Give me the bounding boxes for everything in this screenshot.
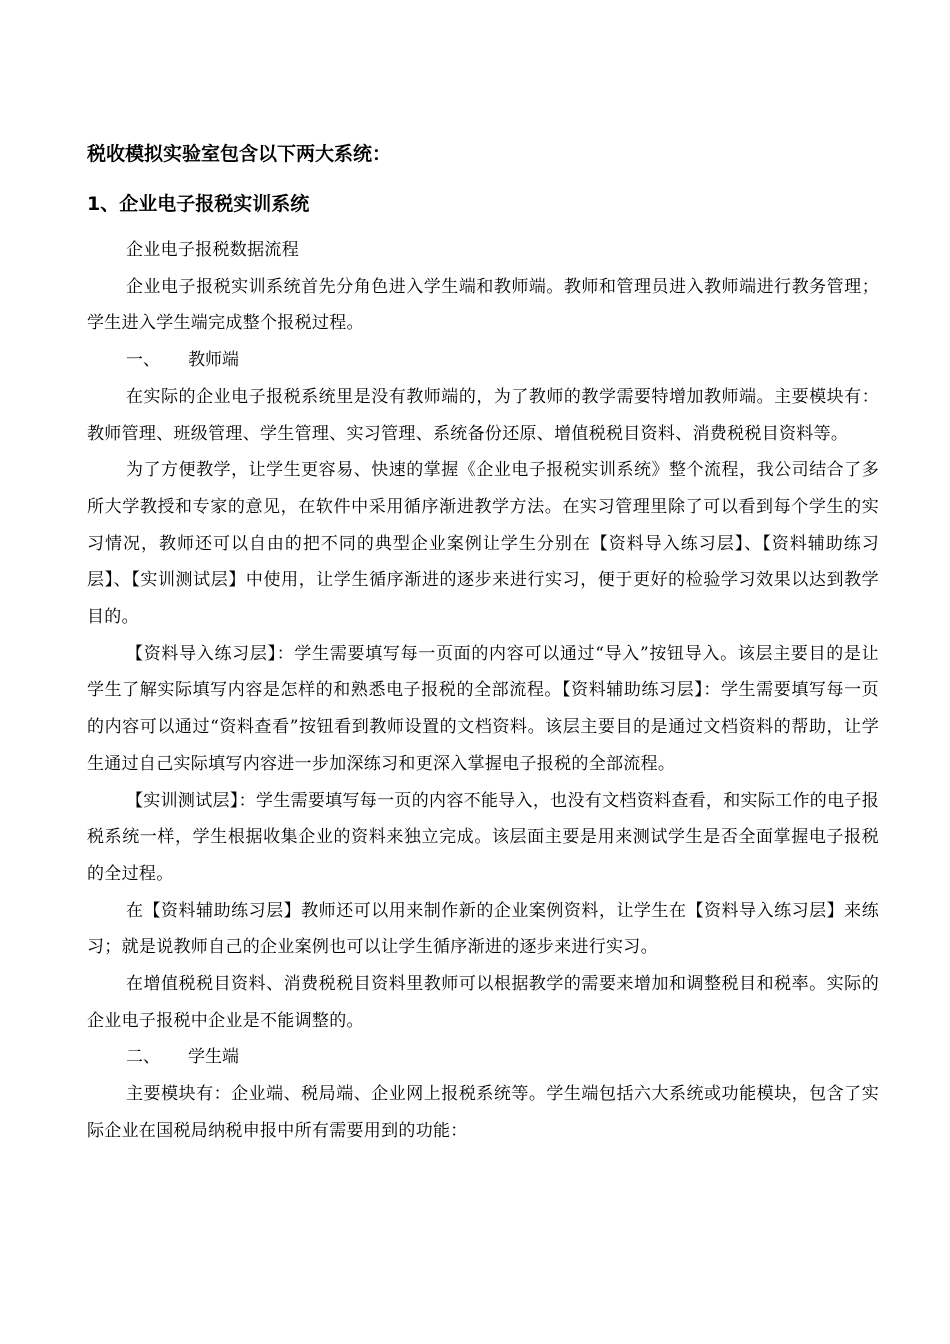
paragraph-teacher-modules: 在实际的企业电子报税系统里是没有教师端的，为了教师的教学需要特增加教师端。主要模块有：教师管理、班级管理、学生管理、实习管理、系统备份还原、增值税税目资料、消费税税目资料等。 — [87, 386, 879, 444]
paragraph-test-layer: 【实训测试层】：学生需要填写每一页的内容不能导入，也没有文档资料查看，和实际工作的电子报税系统一样，学生根据收集企业的资料来独立完成。该层面主要是用来测试学生是否全面掌握电子报税的全过程。 — [87, 790, 879, 884]
paragraph-student-modules: 主要模块有：企业端、税局端、企业网上报税系统等。学生端包括六大系统或功能模块，包含了实际企业在国税局纳税申报中所有需要用到的功能： — [87, 1084, 879, 1141]
paragraph-teacher-method: 为了方便教学，让学生更容易、快速的掌握《企业电子报税实训系统》整个流程，我公司结合了多所大学教授和专家的意见，在软件中采用循序渐进教学方法。在实习管理里除了可以看到每个学生的实习情况，教师还可以自由的把不同的典型企业案例让学生分别在【资料导入练习层】、【资料辅助练习层】、【实训测试层】中使用，让学生循序渐进的逐步来进行实习，便于更好的检验学习效果以达到教学目的。 — [87, 460, 879, 628]
document-page — [87, 132, 879, 1150]
paragraph-import-layer: 【资料导入练习层】：学生需要填写每一页面的内容可以通过“导入”按钮导入。该层主要目的是让学生了解实际填写内容是怎样的和熟悉电子报税的全部流程。【资料辅助练习层】：学生需要填写每一页的内容可以通过“资料查看”按钮看到教师设置的文档资料。该层主要目的是通过文档资料的帮助，让学生通过自己实际填写内容进一步加深练习和更深入掌握电子报税的全部流程。 — [87, 643, 879, 774]
section-1-heading: 1、企业电子报税实训系统 — [87, 193, 310, 215]
subheading-teacher — [87, 342, 879, 379]
subheading-student-label: 学生端 — [188, 1047, 239, 1068]
paragraph-intro: 企业电子报税实训系统首先分角色进入学生端和教师端。教师和管理员进入教师端进行教务管理；学生进入学生端完成整个报税过程。 — [87, 276, 879, 334]
subheading-student-number: 二、 — [126, 1047, 160, 1068]
subheading-teacher-label: 教师端 — [188, 350, 239, 371]
paragraph-tax-items: 在增值税税目资料、消费税税目资料里教师可以根据教学的需要来增加和调整税目和税率。实际的企业电子报税中企业是不能调整的。 — [87, 974, 879, 1031]
document-title: 税收模拟实验室包含以下两大系统： — [87, 143, 392, 165]
paragraph-flow: 企业电子报税数据流程 — [126, 240, 299, 260]
subheading-teacher-number: 一、 — [126, 350, 160, 371]
paragraph-case-creation: 在【资料辅助练习层】教师还可以用来制作新的企业案例资料，让学生在【资料导入练习层】来练习；就是说教师自己的企业案例也可以让学生循序渐进的逐步来进行实习。 — [87, 900, 879, 958]
subheading-student — [87, 1039, 879, 1076]
